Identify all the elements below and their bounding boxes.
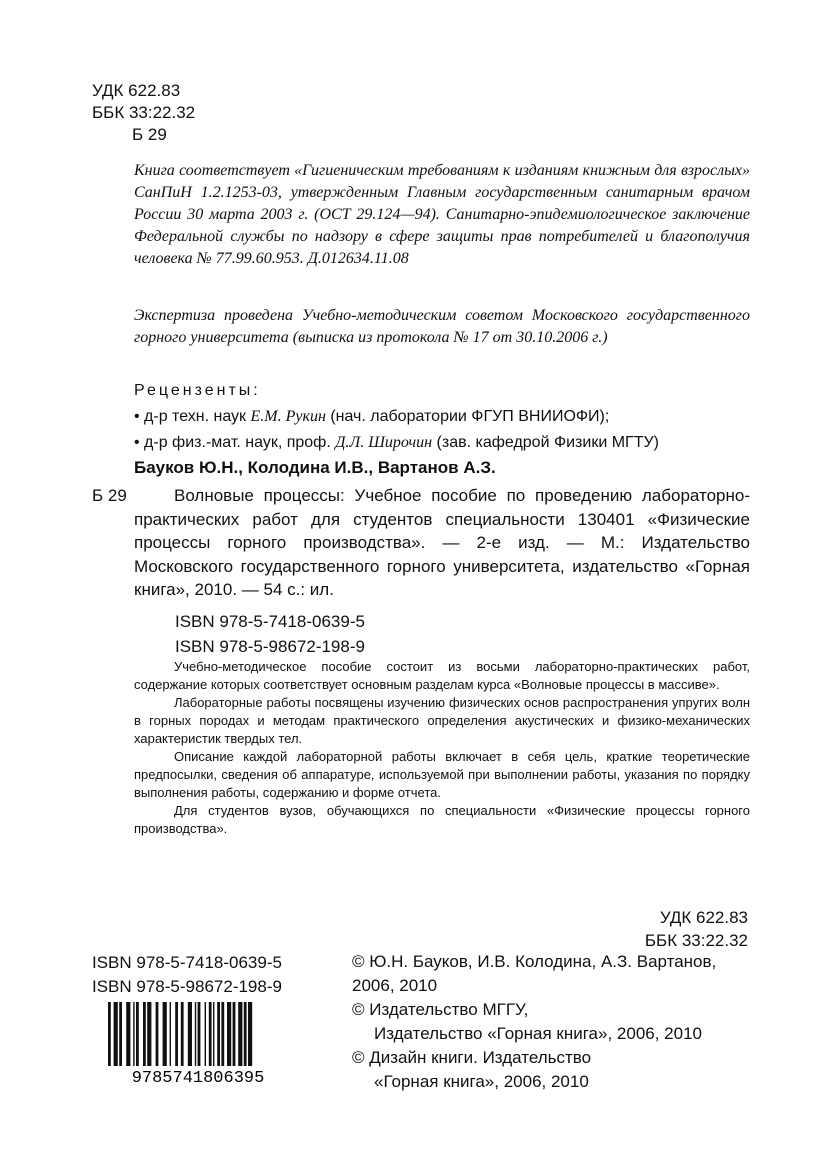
barcode-bar <box>156 1002 159 1066</box>
abstract-paragraph: Лабораторные работы посвящены изучению физических основ распространения упругих волн в горных породах и методам практического определения акустических и физико-механических характеристик твердых тел. <box>134 695 750 746</box>
barcode-bar <box>205 1002 206 1066</box>
barcode-bar <box>136 1002 139 1066</box>
bottom-isbn: ISBN 978-5-7418-0639-5 ISBN 978-5-98672-198-9 <box>92 953 282 996</box>
copyright-line: «Горная книга», 2006, 2010 <box>374 1072 589 1091</box>
barcode-bar <box>209 1002 212 1066</box>
barcode-bar <box>143 1002 146 1066</box>
expertise-note: Экспертиза проведена Учебно-методическим советом Московского государственного горного университета (выписка из протокола № 17 от 30.10.2006 г.) <box>134 307 750 346</box>
barcode <box>100 1000 296 1086</box>
barcode-bar <box>244 1002 247 1066</box>
reviewer-item: • д-р физ.-мат. наук, проф. Д.Л. Широчин (зав. кафедрой Физики МГТУ) <box>134 434 659 451</box>
barcode-bar <box>147 1002 151 1066</box>
bbk-code: ББК 33:22.32 <box>92 103 196 122</box>
barcode-bar <box>233 1002 236 1066</box>
barcode-digits: 9785741806395 <box>131 1069 265 1086</box>
copyright-line: Издательство «Горная книга», 2006, 2010 <box>374 1024 702 1043</box>
barcode-bar <box>170 1002 171 1066</box>
barcode-bar <box>114 1002 118 1066</box>
copyright-line: © Издательство МГГУ, <box>352 1000 529 1019</box>
author-mark: Б 29 <box>132 125 167 144</box>
reviewer-name: Е.М. Рукин <box>250 408 326 425</box>
barcode-bar <box>163 1002 167 1066</box>
abstract-paragraph: Для студентов вузов, обучающихся по специальности «Физические процессы горного производства». <box>134 803 750 836</box>
barcode-bar <box>119 1002 122 1066</box>
udk-header <box>92 80 195 146</box>
isbn: ISBN 978-5-7418-0639-5 <box>175 612 365 631</box>
abstract <box>134 658 750 838</box>
barcode-bar <box>126 1002 130 1066</box>
copyright <box>352 950 752 1094</box>
barcode-bar <box>195 1002 196 1066</box>
barcode-graphic <box>100 1000 296 1086</box>
reviewers <box>134 378 774 456</box>
reviewer-name: Д.Л. Широчин <box>335 434 433 451</box>
barcode-bar <box>188 1002 192 1066</box>
bottom-udk: УДК 622.83 ББК 33:22.32 <box>644 908 748 950</box>
copyright-line: © Дизайн книги. Издательство <box>352 1048 592 1067</box>
reviewers-heading: Рецензенты: <box>134 382 261 399</box>
catalog-code: Б 29 <box>92 486 127 505</box>
authors: Бауков Ю.Н., Колодина И.В., Вартанов А.З. <box>134 458 496 477</box>
barcode-bar <box>198 1002 201 1066</box>
abstract-paragraph: Описание каждой лабораторной работы включает в себя цель, краткие теоретические предпосылки, сведения об аппаратуре, используемой при выполнении работы, указания по порядку выполнения работы, содержанию и форме отчета. <box>134 749 750 800</box>
barcode-bar <box>227 1002 231 1066</box>
barcode-bar <box>181 1002 184 1066</box>
barcode-bar <box>213 1002 214 1066</box>
compliance-note: Книга соответствует «Гигиеническим требованиям к изданиям книжным для взрослых» СанПиН 1.2.1253-03, утвержденным Главным государственным санитарным врачом России 30 марта 2003 г. (ОСТ 29.124—94). Санитарно-эпидемиологическое заключение Федеральной службы по надзору в сфере защиты прав потребителей и благополучия человека № 77.99.60.953. Д.012634.11.08 <box>134 162 750 267</box>
abstract-paragraph: Учебно-методическое пособие состоит из восьми лабораторно-практических работ, содержание которых соответствует основным разделам курса «Волновые процессы в массиве». <box>134 659 750 692</box>
isbn-list <box>175 609 365 659</box>
barcode-bar <box>133 1002 134 1066</box>
barcode-bar <box>217 1002 220 1066</box>
isbn: ISBN 978-5-98672-198-9 <box>175 637 365 656</box>
barcode-bar <box>248 1002 252 1066</box>
barcode-bar <box>221 1002 224 1066</box>
copyright-line: © Ю.Н. Бауков, И.В. Колодина, А.З. Вартанов, 2006, 2010 <box>352 952 717 995</box>
barcode-bar <box>108 1002 111 1066</box>
barcode-bar <box>175 1002 178 1066</box>
bibliographic-description: Волновые процессы: Учебное пособие по проведению лабораторно-практических работ для студентов специальности 130401 «Физические процессы горного производства». — 2-е изд. — М.: Издательство Московского государственного горного университета, издательство «Горная книга», 2010. — 54 с.: ил. <box>134 486 750 599</box>
udk-code: УДК 622.83 <box>92 81 181 100</box>
barcode-bar <box>238 1002 242 1066</box>
reviewer-item: • д-р техн. наук Е.М. Рукин (нач. лаборатории ФГУП ВНИИОФИ); <box>134 408 610 425</box>
